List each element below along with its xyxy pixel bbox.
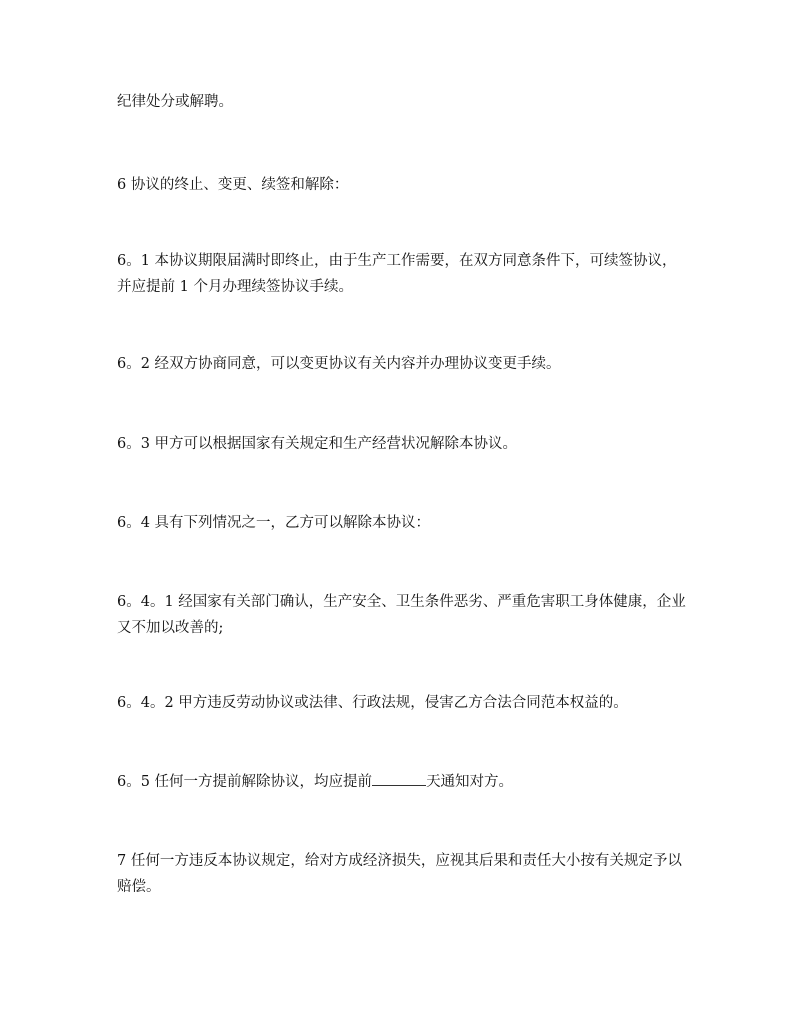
clause-6-4: 6。4 具有下列情况之一，乙方可以解除本协议： [117, 515, 431, 531]
section-6-heading: 6 协议的终止、变更、续签和解除： [117, 177, 349, 193]
section-7: 7 任何一方违反本协议规定，给对方成经济损失，应视其后果和责任大小按有关规定予以赔偿。 [117, 853, 682, 895]
paragraph-disciplinary-end: 纪律处分或解聘。 [117, 94, 233, 110]
clause-6-3: 6。3 甲方可以根据国家有关规定和生产经营状况解除本协议。 [117, 436, 518, 452]
clause-6-5 [117, 769, 687, 795]
clause-6-4-2: 6。4。2 甲方违反劳动协议或法律、行政法规，侵害乙方合法合同范本权益的。 [117, 695, 628, 711]
fill-in-blank [372, 771, 426, 786]
clause-6-1: 6。1 本协议期限届满时即终止，由于生产工作需要，在双方同意条件下，可续签协议，并应提前 1 个月办理续签协议手续。 [117, 253, 677, 295]
clause-6-4-1: 6。4。1 经国家有关部门确认，生产安全、卫生条件恶劣、严重危害职工身体健康，企业又不加以改善的; [117, 594, 686, 636]
clause-6-5-before-blank: 6。5 任何一方提前解除协议，均应提前 [117, 774, 373, 790]
clause-6-2: 6。2 经双方协商同意，可以变更协议有关内容并办理协议变更手续。 [117, 356, 561, 372]
clause-6-5-after-blank: 天通知对方。 [426, 774, 514, 790]
